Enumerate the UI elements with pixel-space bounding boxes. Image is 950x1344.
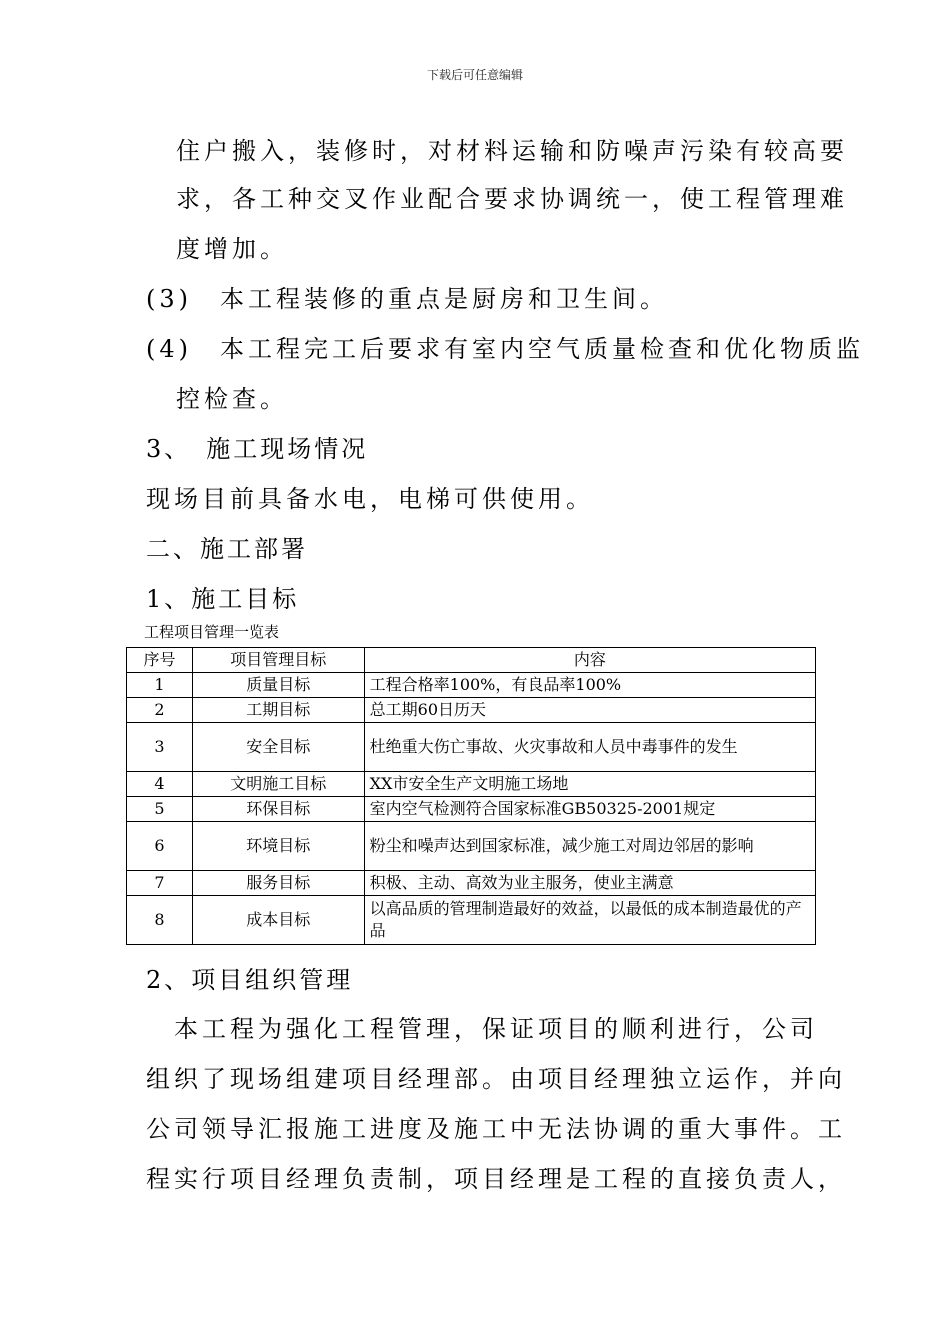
section-2-heading: 2、项目组织管理 — [146, 966, 354, 994]
table-caption: 工程项目管理一览表 — [144, 623, 280, 641]
cell-no: 8 — [127, 896, 193, 945]
cell-goal: 环境目标 — [192, 822, 364, 871]
cell-content: XX市安全生产文明施工场地 — [364, 772, 815, 797]
paragraph-line: 本工程为强化工程管理，保证项目的顺利进行，公司 — [146, 1015, 818, 1043]
cell-content: 室内空气检测符合国家标准GB50325-2001规定 — [364, 797, 815, 822]
list-item-4-continued: 控检查。 — [176, 385, 288, 413]
section-3-heading: 3、 施工现场情况 — [146, 435, 369, 463]
header-cell-content: 内容 — [364, 648, 815, 673]
table-row — [127, 698, 816, 723]
cell-no: 3 — [127, 723, 193, 772]
paragraph-line: 公司领导汇报施工进度及施工中无法协调的重大事件。工 — [146, 1115, 846, 1143]
cell-no: 5 — [127, 797, 193, 822]
table-header-row — [127, 648, 816, 673]
part-2-heading: 二、施工部署 — [146, 535, 308, 563]
cell-goal: 工期目标 — [192, 698, 364, 723]
cell-content: 工程合格率100%，有良品率100% — [364, 673, 815, 698]
cell-content: 积极、主动、高效为业主服务，使业主满意 — [364, 871, 815, 896]
table-row — [127, 673, 816, 698]
cell-content: 以高品质的管理制造最好的效益，以最低的成本制造最优的产品 — [364, 896, 815, 945]
cell-goal: 环保目标 — [192, 797, 364, 822]
list-item-3: (3) 本工程装修的重点是厨房和卫生间。 — [146, 285, 668, 313]
cell-no: 4 — [127, 772, 193, 797]
paragraph-line: 组织了现场组建项目经理部。由项目经理独立运作，并向 — [146, 1065, 846, 1093]
table-row — [127, 772, 816, 797]
paragraph-line: 求，各工种交叉作业配合要求协调统一，使工程管理难 — [176, 185, 848, 213]
cell-no: 2 — [127, 698, 193, 723]
list-item-4: (4) 本工程完工后要求有室内空气质量检查和优化物质监 — [146, 335, 864, 363]
cell-no: 1 — [127, 673, 193, 698]
header-cell-no: 序号 — [127, 648, 193, 673]
cell-goal: 服务目标 — [192, 871, 364, 896]
table-row — [127, 822, 816, 871]
paragraph-line: 程实行项目经理负责制，项目经理是工程的直接负责人， — [146, 1165, 846, 1193]
cell-goal: 安全目标 — [192, 723, 364, 772]
table-row — [127, 871, 816, 896]
cell-content: 杜绝重大伤亡事故、火灾事故和人员中毒事件的发生 — [364, 723, 815, 772]
cell-no: 6 — [127, 822, 193, 871]
header-cell-goal: 项目管理目标 — [192, 648, 364, 673]
page-header: 下载后可任意编辑 — [426, 68, 523, 82]
cell-goal: 成本目标 — [192, 896, 364, 945]
table-row — [127, 896, 816, 945]
paragraph-line: 度增加。 — [176, 235, 288, 263]
cell-goal: 质量目标 — [192, 673, 364, 698]
paragraph-line: 住户搬入，装修时，对材料运输和防噪声污染有较高要 — [176, 137, 848, 165]
table-row — [127, 797, 816, 822]
cell-no: 7 — [127, 871, 193, 896]
table-row — [127, 723, 816, 772]
cell-content: 总工期60日历天 — [364, 698, 815, 723]
subsection-1-heading: 1、施工目标 — [146, 585, 300, 613]
cell-content: 粉尘和噪声达到国家标准，减少施工对周边邻居的影响 — [364, 822, 815, 871]
project-goals-table — [126, 647, 816, 945]
section-3-text: 现场目前具备水电，电梯可供使用。 — [146, 485, 594, 513]
cell-goal: 文明施工目标 — [192, 772, 364, 797]
